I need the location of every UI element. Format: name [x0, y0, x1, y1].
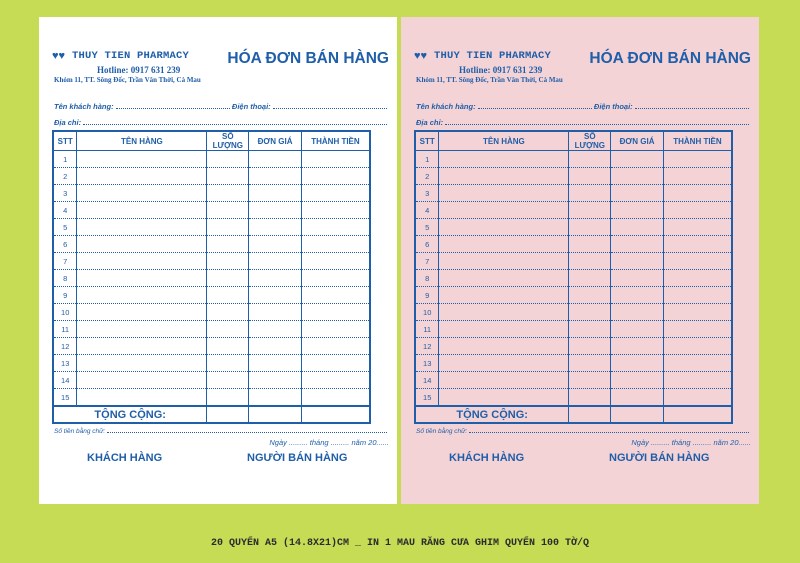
row-item-name[interactable] [439, 219, 569, 236]
row-unit-price[interactable] [249, 151, 302, 168]
phone-field[interactable] [273, 107, 387, 109]
invoice-title: HÓA ĐƠN BÁN HÀNG [227, 50, 389, 67]
row-amount[interactable] [663, 168, 732, 185]
address-field[interactable] [83, 123, 387, 125]
row-item-name[interactable] [77, 168, 207, 185]
amount-words-field[interactable] [469, 431, 749, 433]
table-row [53, 202, 370, 219]
row-unit-price[interactable] [249, 304, 302, 321]
row-unit-price[interactable] [611, 270, 664, 287]
table-row [415, 270, 732, 287]
table-header [415, 131, 732, 151]
table-row [415, 321, 732, 338]
pharmacy-address: Khóm 11, TT. Sông Đốc, Trần Văn Thời, Cà Mau [54, 76, 201, 84]
address-label: Địa chỉ: [416, 118, 444, 127]
invoice-copy-white [39, 17, 397, 504]
total-quantity-cell[interactable] [207, 406, 249, 423]
row-stt: 12 [415, 338, 439, 355]
row-item-name[interactable] [77, 321, 207, 338]
buyer-signature-label: KHÁCH HÀNG [87, 452, 163, 464]
row-stt: 10 [53, 304, 77, 321]
table-row [415, 168, 732, 185]
table-row [53, 304, 370, 321]
row-stt: 13 [415, 355, 439, 372]
table-row [53, 355, 370, 372]
row-quantity[interactable] [207, 270, 249, 287]
table-row [415, 338, 732, 355]
row-unit-price[interactable] [611, 219, 664, 236]
row-unit-price[interactable] [249, 287, 302, 304]
row-quantity[interactable] [207, 202, 249, 219]
pharmacy-name: THUY TIEN PHARMACY [72, 50, 190, 62]
row-item-name[interactable] [77, 185, 207, 202]
hotline: Hotline: 0917 631 239 [459, 65, 543, 75]
row-stt: 11 [53, 321, 77, 338]
row-amount[interactable] [663, 219, 732, 236]
row-amount[interactable] [663, 304, 732, 321]
row-amount[interactable] [301, 219, 370, 236]
table-row [53, 321, 370, 338]
row-unit-price[interactable] [249, 168, 302, 185]
row-quantity[interactable] [569, 355, 611, 372]
date-line: Ngày ......... tháng ......... năm 20...... [631, 438, 751, 447]
row-stt: 3 [53, 185, 77, 202]
row-item-name[interactable] [77, 355, 207, 372]
table-row [53, 236, 370, 253]
row-stt: 15 [53, 389, 77, 407]
row-amount[interactable] [301, 202, 370, 219]
table-row [415, 304, 732, 321]
row-item-name[interactable] [77, 270, 207, 287]
row-amount[interactable] [301, 151, 370, 168]
row-stt: 4 [415, 202, 439, 219]
col-unit-price: ĐƠN GIÁ [611, 131, 664, 151]
amount-words-label: Số tiền bằng chữ: [54, 428, 106, 435]
table-row [53, 270, 370, 287]
total-row [53, 406, 370, 423]
invoice-copy-pink [401, 17, 759, 504]
row-unit-price[interactable] [611, 304, 664, 321]
row-quantity[interactable] [207, 185, 249, 202]
row-item-name[interactable] [439, 185, 569, 202]
items-table [414, 130, 733, 424]
customer-label: Tên khách hàng: [416, 102, 476, 111]
table-row [53, 338, 370, 355]
row-quantity[interactable] [207, 219, 249, 236]
row-quantity[interactable] [207, 338, 249, 355]
table-row [53, 287, 370, 304]
table-row [415, 236, 732, 253]
row-item-name[interactable] [439, 321, 569, 338]
row-item-name[interactable] [77, 287, 207, 304]
total-label: TỘNG CỘNG: [415, 406, 569, 423]
customer-phone-line [54, 102, 389, 111]
row-item-name[interactable] [439, 202, 569, 219]
invoice-title: HÓA ĐƠN BÁN HÀNG [589, 50, 751, 67]
row-amount[interactable] [301, 168, 370, 185]
customer-field[interactable] [116, 107, 230, 109]
row-unit-price[interactable] [611, 253, 664, 270]
row-stt: 1 [415, 151, 439, 168]
amount-words-line [54, 428, 389, 435]
row-unit-price[interactable] [611, 321, 664, 338]
row-unit-price[interactable] [249, 372, 302, 389]
row-stt: 11 [415, 321, 439, 338]
row-stt: 7 [53, 253, 77, 270]
total-quantity-cell[interactable] [569, 406, 611, 423]
col-amount: THÀNH TIỀN [301, 131, 370, 151]
row-amount[interactable] [301, 287, 370, 304]
row-unit-price[interactable] [249, 202, 302, 219]
row-amount[interactable] [663, 355, 732, 372]
pharmacy-logo-icon: ♥♥ [52, 50, 66, 62]
row-stt: 14 [415, 372, 439, 389]
phone-label: Điện thoại: [231, 102, 271, 111]
col-quantity: SỐ LƯỢNG [207, 131, 249, 151]
table-row [53, 389, 370, 407]
total-price-cell[interactable] [249, 406, 302, 423]
row-item-name[interactable] [77, 338, 207, 355]
table-row [53, 372, 370, 389]
row-stt: 5 [53, 219, 77, 236]
row-quantity[interactable] [207, 304, 249, 321]
row-unit-price[interactable] [611, 151, 664, 168]
col-quantity: SỐ LƯỢNG [569, 131, 611, 151]
table-row [53, 151, 370, 168]
row-amount[interactable] [301, 389, 370, 407]
row-amount[interactable] [663, 270, 732, 287]
row-item-name[interactable] [77, 253, 207, 270]
row-stt: 4 [53, 202, 77, 219]
address-label: Địa chỉ: [54, 118, 82, 127]
row-quantity[interactable] [569, 372, 611, 389]
table-row [415, 372, 732, 389]
row-item-name[interactable] [77, 151, 207, 168]
row-quantity[interactable] [207, 151, 249, 168]
row-quantity[interactable] [569, 287, 611, 304]
row-amount[interactable] [663, 236, 732, 253]
row-item-name[interactable] [77, 202, 207, 219]
address-field[interactable] [445, 123, 749, 125]
customer-field[interactable] [478, 107, 592, 109]
row-amount[interactable] [301, 185, 370, 202]
row-quantity[interactable] [207, 355, 249, 372]
row-item-name[interactable] [439, 389, 569, 407]
row-item-name[interactable] [439, 287, 569, 304]
row-quantity[interactable] [569, 270, 611, 287]
row-stt: 8 [415, 270, 439, 287]
items-table [52, 130, 371, 424]
row-item-name[interactable] [77, 372, 207, 389]
row-amount[interactable] [301, 338, 370, 355]
row-unit-price[interactable] [249, 389, 302, 407]
total-price-cell[interactable] [611, 406, 664, 423]
row-unit-price[interactable] [249, 338, 302, 355]
table-row [415, 151, 732, 168]
row-item-name[interactable] [439, 304, 569, 321]
total-amount-cell[interactable] [301, 406, 370, 423]
col-item-name: TÊN HÀNG [439, 131, 569, 151]
row-unit-price[interactable] [611, 202, 664, 219]
row-stt: 9 [53, 287, 77, 304]
row-stt: 3 [415, 185, 439, 202]
row-unit-price[interactable] [611, 168, 664, 185]
row-item-name[interactable] [77, 236, 207, 253]
col-stt: STT [415, 131, 439, 151]
row-item-name[interactable] [439, 151, 569, 168]
address-line [416, 118, 751, 127]
table-row [53, 219, 370, 236]
row-quantity[interactable] [569, 304, 611, 321]
row-unit-price[interactable] [249, 185, 302, 202]
row-amount[interactable] [663, 202, 732, 219]
logo-row [52, 50, 189, 62]
row-stt: 1 [53, 151, 77, 168]
product-spec-caption: 20 QUYỂN A5 (14.8X21)CM _ IN 1 MAU RĂNG CƯA GHIM QUYỂN 100 TỜ/Q [210, 538, 590, 549]
seller-signature-label: NGƯỜI BÁN HÀNG [609, 452, 710, 464]
row-unit-price[interactable] [611, 338, 664, 355]
row-unit-price[interactable] [611, 372, 664, 389]
row-amount[interactable] [663, 151, 732, 168]
row-amount[interactable] [663, 389, 732, 407]
row-item-name[interactable] [439, 355, 569, 372]
row-unit-price[interactable] [249, 270, 302, 287]
row-item-name[interactable] [439, 338, 569, 355]
row-amount[interactable] [663, 185, 732, 202]
pharmacy-name: THUY TIEN PHARMACY [434, 50, 552, 62]
row-stt: 14 [53, 372, 77, 389]
table-row [415, 185, 732, 202]
table-row [53, 168, 370, 185]
row-item-name[interactable] [77, 304, 207, 321]
pharmacy-address: Khóm 11, TT. Sông Đốc, Trần Văn Thời, Cà Mau [416, 76, 563, 84]
row-quantity[interactable] [569, 338, 611, 355]
row-stt: 13 [53, 355, 77, 372]
seller-signature-label: NGƯỜI BÁN HÀNG [247, 452, 348, 464]
row-amount[interactable] [301, 304, 370, 321]
table-row [53, 185, 370, 202]
row-quantity[interactable] [207, 321, 249, 338]
row-amount[interactable] [301, 355, 370, 372]
row-quantity[interactable] [569, 202, 611, 219]
row-unit-price[interactable] [611, 389, 664, 407]
row-quantity[interactable] [569, 219, 611, 236]
row-unit-price[interactable] [249, 219, 302, 236]
col-stt: STT [53, 131, 77, 151]
row-quantity[interactable] [569, 389, 611, 407]
row-unit-price[interactable] [611, 185, 664, 202]
row-stt: 6 [53, 236, 77, 253]
row-stt: 8 [53, 270, 77, 287]
table-header [53, 131, 370, 151]
amount-words-field[interactable] [107, 431, 387, 433]
address-line [54, 118, 389, 127]
row-quantity[interactable] [207, 236, 249, 253]
row-amount[interactable] [301, 321, 370, 338]
row-quantity[interactable] [569, 236, 611, 253]
row-item-name[interactable] [439, 253, 569, 270]
table-row [415, 355, 732, 372]
row-quantity[interactable] [207, 168, 249, 185]
row-amount[interactable] [301, 236, 370, 253]
row-item-name[interactable] [439, 372, 569, 389]
row-amount[interactable] [663, 338, 732, 355]
row-unit-price[interactable] [249, 355, 302, 372]
row-quantity[interactable] [569, 253, 611, 270]
pharmacy-logo-icon: ♥♥ [414, 50, 428, 62]
row-amount[interactable] [301, 253, 370, 270]
total-row [415, 406, 732, 423]
row-quantity[interactable] [207, 389, 249, 407]
row-amount[interactable] [663, 321, 732, 338]
row-item-name[interactable] [77, 219, 207, 236]
row-unit-price[interactable] [611, 355, 664, 372]
row-stt: 12 [53, 338, 77, 355]
row-unit-price[interactable] [249, 236, 302, 253]
row-stt: 5 [415, 219, 439, 236]
row-stt: 9 [415, 287, 439, 304]
row-quantity[interactable] [207, 372, 249, 389]
row-stt: 2 [415, 168, 439, 185]
table-row [415, 287, 732, 304]
row-quantity[interactable] [569, 151, 611, 168]
row-unit-price[interactable] [249, 253, 302, 270]
row-stt: 6 [415, 236, 439, 253]
buyer-signature-label: KHÁCH HÀNG [449, 452, 525, 464]
col-amount: THÀNH TIỀN [663, 131, 732, 151]
table-row [415, 253, 732, 270]
total-label: TỘNG CỘNG: [53, 406, 207, 423]
row-item-name[interactable] [439, 270, 569, 287]
row-unit-price[interactable] [249, 321, 302, 338]
table-row [415, 219, 732, 236]
col-item-name: TÊN HÀNG [77, 131, 207, 151]
row-item-name[interactable] [77, 389, 207, 407]
row-unit-price[interactable] [611, 236, 664, 253]
date-line: Ngày ......... tháng ......... năm 20...... [269, 438, 389, 447]
amount-words-label: Số tiền bằng chữ: [416, 428, 468, 435]
table-row [415, 389, 732, 407]
hotline: Hotline: 0917 631 239 [97, 65, 181, 75]
row-stt: 7 [415, 253, 439, 270]
table-row [53, 253, 370, 270]
customer-label: Tên khách hàng: [54, 102, 114, 111]
row-quantity[interactable] [569, 321, 611, 338]
row-amount[interactable] [663, 253, 732, 270]
phone-label: Điện thoại: [593, 102, 633, 111]
row-stt: 15 [415, 389, 439, 407]
row-quantity[interactable] [569, 168, 611, 185]
row-quantity[interactable] [207, 287, 249, 304]
row-amount[interactable] [663, 287, 732, 304]
total-amount-cell[interactable] [663, 406, 732, 423]
col-unit-price: ĐƠN GIÁ [249, 131, 302, 151]
row-stt: 2 [53, 168, 77, 185]
row-amount[interactable] [301, 372, 370, 389]
row-stt: 10 [415, 304, 439, 321]
phone-field[interactable] [635, 107, 749, 109]
row-unit-price[interactable] [611, 287, 664, 304]
row-item-name[interactable] [439, 236, 569, 253]
amount-words-line [416, 428, 751, 435]
row-quantity[interactable] [569, 185, 611, 202]
table-row [415, 202, 732, 219]
customer-phone-line [416, 102, 751, 111]
row-amount[interactable] [301, 270, 370, 287]
row-amount[interactable] [663, 372, 732, 389]
logo-row [414, 50, 551, 62]
row-quantity[interactable] [207, 253, 249, 270]
row-item-name[interactable] [439, 168, 569, 185]
